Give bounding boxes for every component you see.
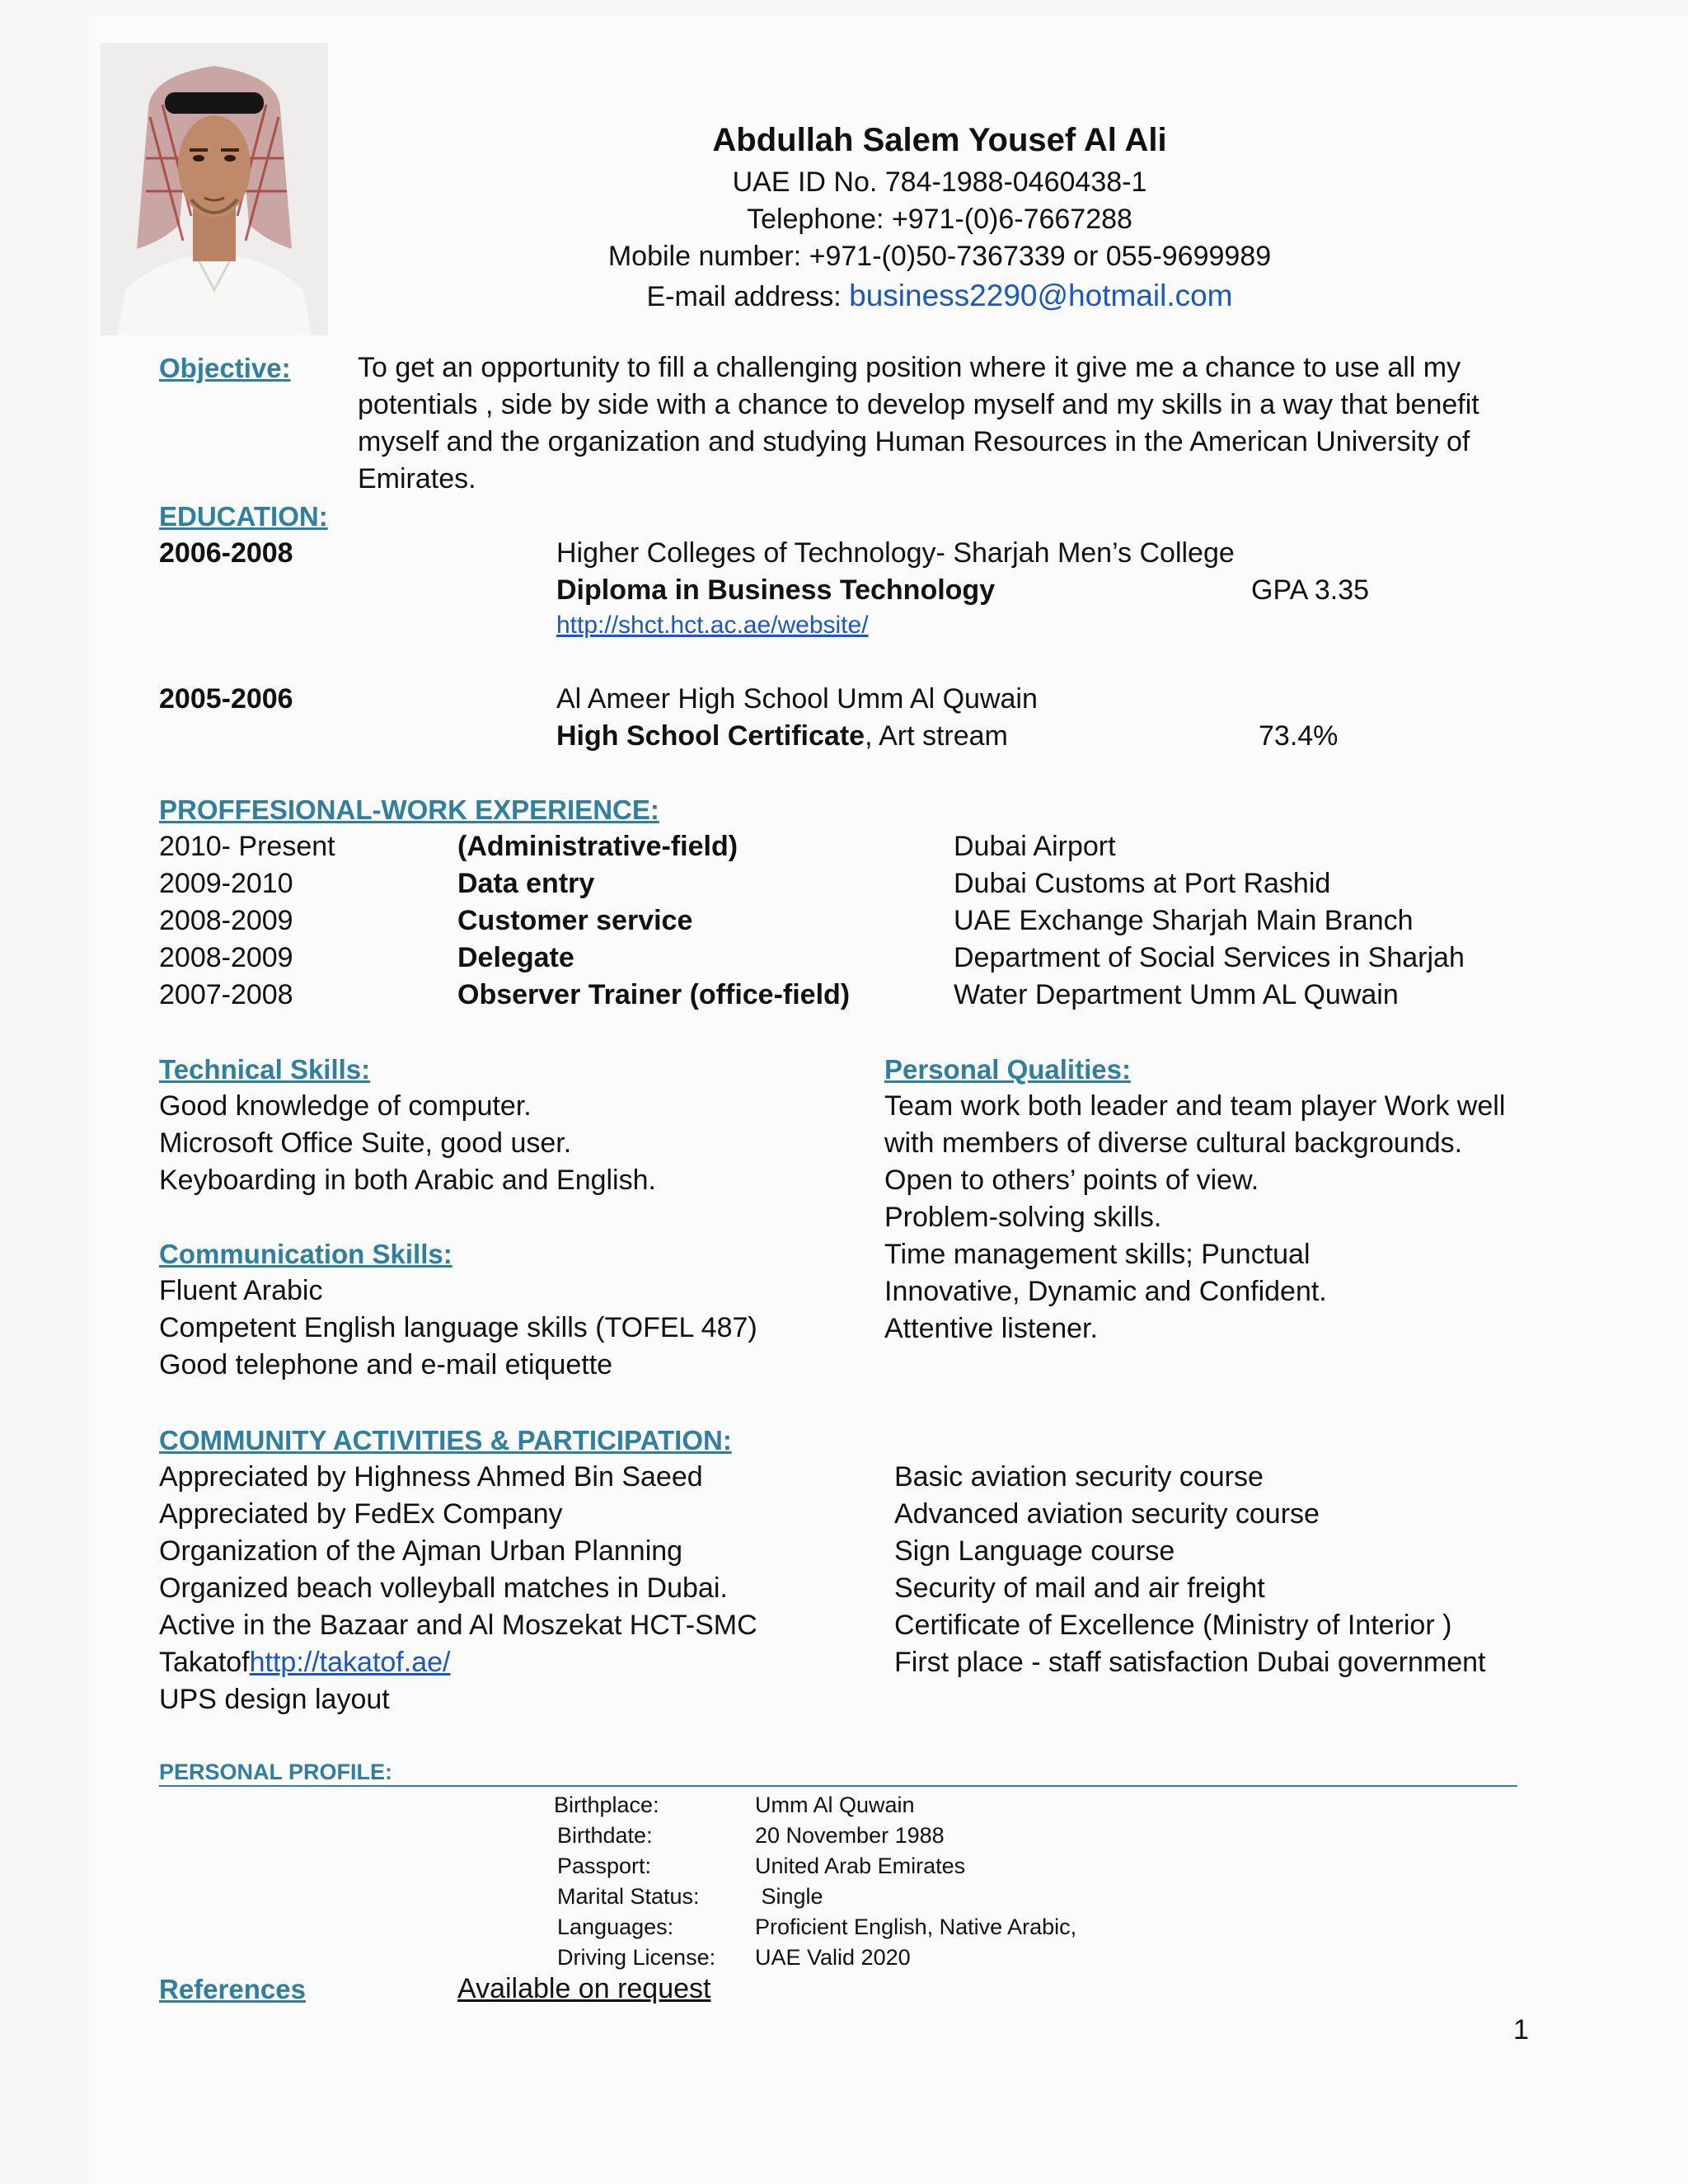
profile-value: Umm Al Quwain [755,1793,915,1817]
list-item: Good telephone and e-mail etiquette [159,1349,613,1380]
list-item: First place - staff satisfaction Dubai government [894,1647,1486,1678]
personal-profile-heading: PERSONAL PROFILE: [159,1760,393,1784]
list-item: Organized beach volleyball matches in Dubai. [159,1572,728,1604]
objective-line: To get an opportunity to fill a challenging position where it give me a chance to use all my [358,352,1461,383]
experience-org-column [954,828,1465,1014]
profile-underline [159,1785,1517,1787]
experience-org: Dubai Customs at Port Rashid [954,868,1331,899]
list-item: Competent English language skills (TOFEL 487) [159,1312,757,1343]
experience-years: 2008-2009 [159,905,293,936]
experience-org: Dubai Airport [954,831,1116,862]
list-item: Security of mail and air freight [894,1572,1265,1604]
list-item-takatof [159,1644,757,1681]
profile-value: United Arab Emirates [755,1854,966,1878]
list-item: Certificate of Excellence (Ministry of Interior ) [894,1610,1452,1641]
list-item: Fluent Arabic [159,1275,323,1306]
education-degree-suffix: , Art stream [865,720,1008,752]
education-degree: Diploma in Business Technology [556,574,996,606]
community-right-list [894,1459,1485,1681]
profile-label: Passport: [557,1854,652,1878]
list-item: Sign Language course [894,1535,1175,1567]
experience-years: 2008-2009 [159,942,293,973]
education-heading: EDUCATION: [159,501,328,532]
education-school: Higher Colleges of Technology- Sharjah Men’s College [556,537,1235,569]
technical-skills-list [159,1088,656,1199]
communication-skills-heading: Communication Skills: [159,1239,452,1269]
profile-label: Marital Status: [557,1884,700,1909]
takatof-label: Takatof [159,1647,250,1678]
list-item: Problem-solving skills. [884,1202,1162,1233]
email-link[interactable]: business2290@hotmail.com [849,279,1233,312]
mobile-number: Mobile number: +971-(0)50-7367339 or 055-9699989 [607,241,1272,272]
list-item: Advanced aviation security course [894,1498,1320,1530]
takatof-link[interactable]: http://takatof.ae/ [249,1647,451,1678]
experience-role: Observer Trainer (office-field) [457,979,851,1010]
community-heading: COMMUNITY ACTIVITIES & PARTICIPATION: [159,1425,732,1455]
profile-values [755,1790,1076,1973]
telephone: Telephone: +971-(0)6-7667288 [747,204,1132,235]
profile-value: Proficient English, Native Arabic, [755,1915,1077,1939]
list-item: Open to others’ points of view. [884,1165,1259,1196]
personal-qualities-heading: Personal Qualities: [884,1054,1131,1085]
objective-line: myself and the organization and studying Human Resources in the American University of [358,426,1470,457]
candidate-name: Abdullah Salem Yousef Al Ali [712,122,1167,158]
experience-org: UAE Exchange Sharjah Main Branch [954,905,1414,936]
objective-text [358,349,1479,498]
profile-photo [101,43,328,335]
experience-role-column [457,828,850,1014]
list-item: Team work both leader and team player Work well [884,1090,1506,1122]
profile-value: Single [755,1884,823,1909]
education-years: 2005-2006 [159,683,293,715]
experience-role: Customer service [457,905,693,936]
references-value: Available on request [457,1973,711,2004]
profile-labels [554,1790,715,1973]
experience-role: (Administrative-field) [457,831,738,862]
experience-years: 2009-2010 [159,868,293,899]
education-score: GPA 3.35 [1251,574,1370,606]
profile-value: UAE Valid 2020 [755,1945,911,1970]
community-left-list [159,1459,757,1718]
page-number: 1 [1513,2014,1529,2046]
profile-value: 20 November 1988 [755,1823,945,1848]
experience-role: Delegate [457,942,574,973]
experience-org: Water Department Umm AL Quwain [954,979,1399,1010]
personal-qualities-list [884,1088,1505,1347]
uae-id: UAE ID No. 784-1988-0460438-1 [732,166,1147,198]
technical-skills-heading: Technical Skills: [159,1054,371,1085]
experience-role: Data entry [457,868,595,899]
objective-line: Emirates. [358,463,476,494]
profile-label: Driving License: [557,1945,716,1970]
experience-heading: PROFFESIONAL-WORK EXPERIENCE: [159,794,659,825]
list-item: Good knowledge of computer. [159,1090,532,1122]
email-label: E-mail address: [646,281,850,312]
experience-years: 2007-2008 [159,979,293,1010]
communication-skills-list [159,1272,757,1384]
experience-years: 2010- Present [159,831,335,862]
experience-years-column [159,828,335,1014]
list-item: UPS design layout [159,1684,390,1715]
education-years: 2006-2008 [159,537,293,569]
list-item: Keyboarding in both Arabic and English. [159,1165,656,1196]
list-item: Innovative, Dynamic and Confident. [884,1276,1327,1307]
profile-label: Languages: [557,1915,674,1939]
list-item: with members of diverse cultural backgrounds. [884,1127,1463,1159]
education-degree-line [556,718,1008,755]
email-line [528,277,1352,316]
list-item: Appreciated by Highness Ahmed Bin Saeed [159,1461,703,1493]
objective-heading: Objective: [159,353,291,383]
list-item: Attentive listener. [884,1313,1098,1344]
profile-label: Birthplace: [554,1793,659,1817]
list-item: Microsoft Office Suite, good user. [159,1127,572,1159]
education-school: Al Ameer High School Umm Al Quwain [556,683,1038,715]
experience-org: Department of Social Services in Sharjah [954,942,1465,973]
education-degree: High School Certificate [556,720,865,752]
education-score: 73.4% [1259,720,1339,752]
list-item: Active in the Bazaar and Al Moszekat HCT-SMC [159,1610,757,1641]
list-item: Basic aviation security course [894,1461,1264,1493]
list-item: Organization of the Ajman Urban Planning [159,1535,683,1567]
profile-label: Birthdate: [557,1823,653,1848]
list-item: Appreciated by FedEx Company [159,1498,563,1530]
objective-line: potentials , side by side with a chance to develop myself and my skills in a way that benefit [358,389,1479,420]
education-url-link[interactable]: http://shct.hct.ac.ae/website/ [556,612,869,639]
references-heading: References [159,1974,306,2004]
list-item: Time management skills; Punctual [884,1239,1311,1270]
